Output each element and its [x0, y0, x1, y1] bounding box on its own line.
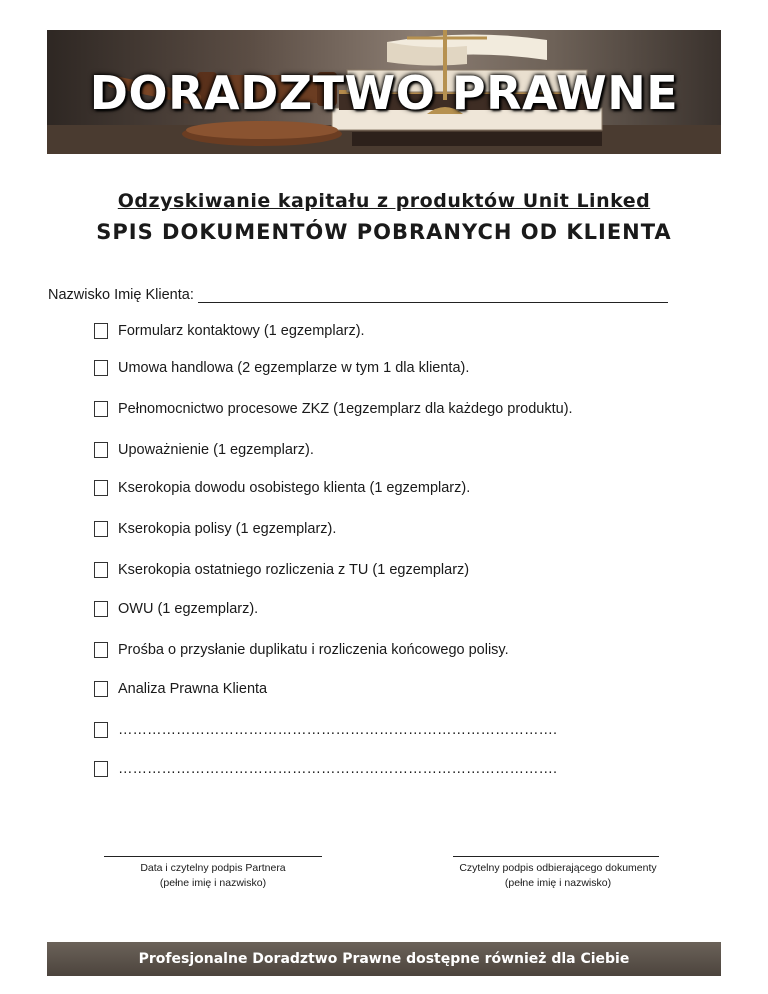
- checkbox-icon[interactable]: [94, 601, 108, 617]
- client-name-label: Nazwisko Imię Klienta:: [48, 287, 194, 303]
- checklist-item[interactable]: [94, 401, 573, 417]
- checklist-item-label: OWU (1 egzemplarz).: [118, 601, 259, 617]
- checklist-item-label: Pełnomocnictwo procesowe ZKZ (1egzemplarz dla każdego produktu).: [118, 401, 573, 417]
- checklist-item[interactable]: [94, 360, 469, 376]
- checklist-item[interactable]: [94, 761, 557, 777]
- partner-signature-block: [104, 856, 322, 891]
- checklist-item[interactable]: [94, 562, 469, 578]
- checklist-item-label: ……………………………………………………………………………….: [118, 761, 558, 777]
- checkbox-icon[interactable]: [94, 401, 108, 417]
- document-title: SPIS DOKUMENTÓW POBRANYCH OD KLIENTA: [96, 220, 672, 244]
- footer-text: Profesjonalne Doradztwo Prawne dostępne również dla Ciebie: [138, 951, 630, 967]
- checklist-item-label: Upoważnienie (1 egzemplarz).: [118, 442, 314, 458]
- receiver-signature-line[interactable]: [453, 856, 659, 857]
- checklist-item[interactable]: [94, 601, 258, 617]
- checkbox-icon[interactable]: [94, 562, 108, 578]
- checkbox-icon[interactable]: [94, 521, 108, 537]
- checklist-item[interactable]: [94, 442, 314, 458]
- checklist-item-label: Prośba o przysłanie duplikatu i rozliczenia końcowego polisy.: [118, 642, 509, 658]
- checkbox-icon[interactable]: [94, 722, 108, 738]
- checklist-item[interactable]: [94, 642, 509, 658]
- receiver-signature-sublabel: (pełne imię i nazwisko): [504, 877, 612, 889]
- checklist-item[interactable]: [94, 323, 365, 339]
- checklist-item-label: ……………………………………………………………………………….: [118, 722, 558, 738]
- partner-signature-line[interactable]: [104, 856, 322, 857]
- header-banner: [47, 30, 721, 154]
- client-name-row: [48, 287, 668, 303]
- checkbox-icon[interactable]: [94, 480, 108, 496]
- checklist-item[interactable]: [94, 681, 267, 697]
- checklist-item[interactable]: [94, 521, 336, 537]
- checkbox-icon[interactable]: [94, 681, 108, 697]
- banner-title: DORADZTWO PRAWNE: [89, 66, 679, 120]
- checkbox-icon[interactable]: [94, 323, 108, 339]
- checklist-item-label: Analiza Prawna Klienta: [118, 681, 268, 697]
- client-name-line[interactable]: [198, 288, 668, 303]
- checklist-item-label: Kserokopia dowodu osobistego klienta (1 egzemplarz).: [118, 480, 471, 496]
- partner-signature-label: Data i czytelny podpis Partnera: [140, 862, 286, 874]
- checkbox-icon[interactable]: [94, 642, 108, 658]
- document-subtitle: Odzyskiwanie kapitału z produktów Unit Linked: [117, 190, 651, 212]
- checkbox-icon[interactable]: [94, 442, 108, 458]
- checklist-item-label: Kserokopia ostatniego rozliczenia z TU (1 egzemplarz): [118, 562, 470, 578]
- receiver-signature-label: Czytelny podpis odbierającego dokumenty: [459, 862, 657, 874]
- checklist-item-label: Formularz kontaktowy (1 egzemplarz).: [118, 323, 365, 339]
- footer-banner: [47, 942, 721, 976]
- checkbox-icon[interactable]: [94, 761, 108, 777]
- receiver-signature-block: [443, 856, 673, 891]
- checklist-item[interactable]: [94, 722, 557, 738]
- partner-signature-sublabel: (pełne imię i nazwisko): [159, 877, 267, 889]
- checklist-item[interactable]: [94, 480, 470, 496]
- checklist-item-label: Umowa handlowa (2 egzemplarze w tym 1 dla klienta).: [118, 360, 470, 376]
- checkbox-icon[interactable]: [94, 360, 108, 376]
- checklist-item-label: Kserokopia polisy (1 egzemplarz).: [118, 521, 337, 537]
